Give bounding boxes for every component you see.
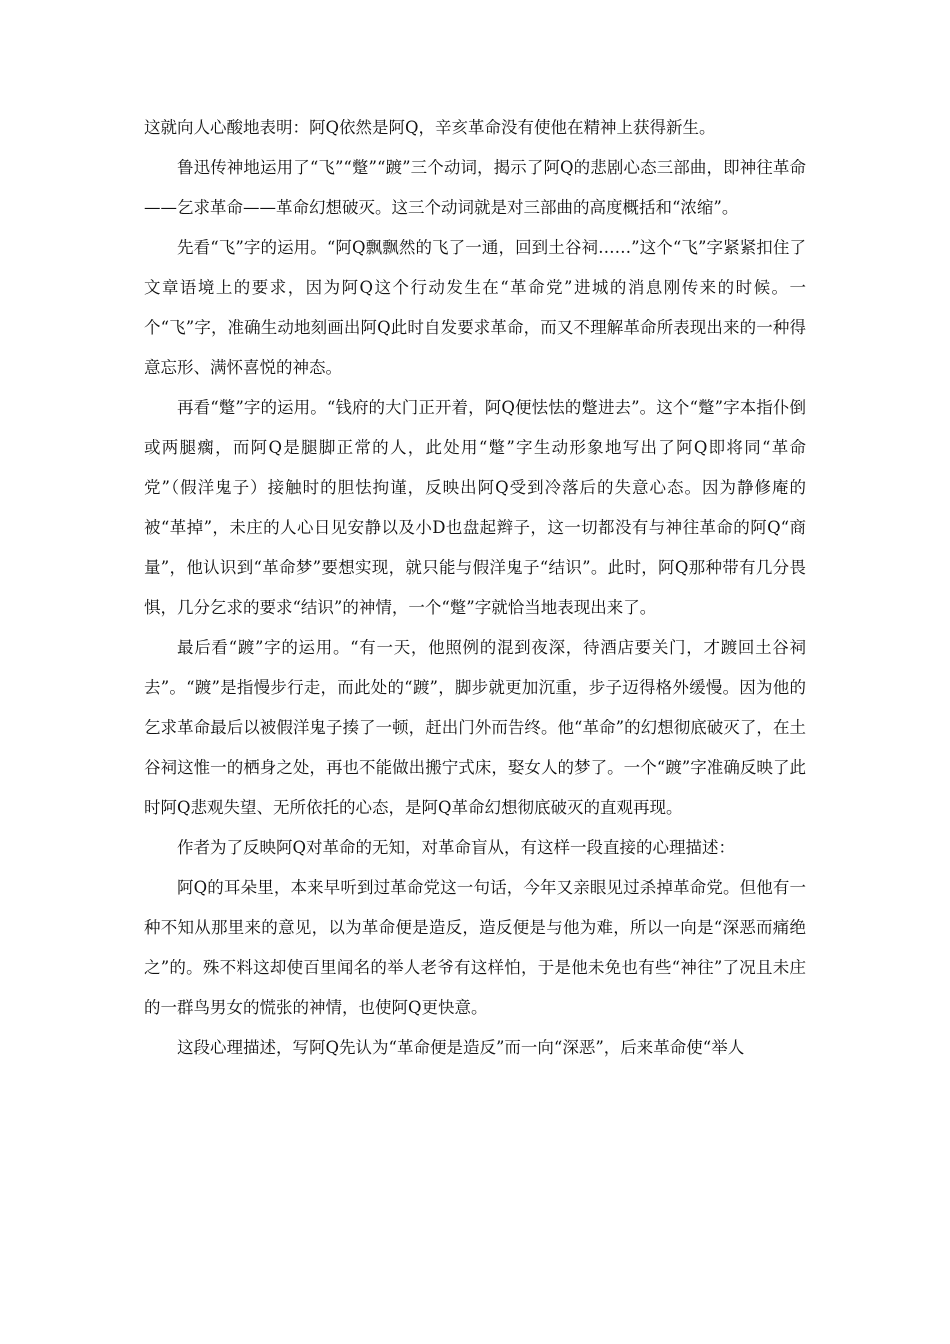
paragraph-6: 作者为了反映阿Q对革命的无知，对革命盲从，有这样一段直接的心理描述： (177, 838, 736, 857)
paragraph-3: 先看“飞”字的运用。“阿Q飘飘然的飞了一通，回到土谷祠……”这个“飞”字紧紧扣住了文章语境上的要求，因为阿Q这个行动发生在“革命党”进城的消息刚传来的时候。一个“飞”字，准确生动地刻画出阿Q此时自发要求革命，而又不理解革命所表现出来的一种得意忘形、满怀喜悦的神态。 (144, 238, 806, 377)
paragraph-5: 最后看“踱”字的运用。“有一天，他照例的混到夜深，待酒店要关门，才踱回土谷祠去”。“踱”是指慢步行走，而此处的“踱”，脚步就更加沉重，步子迈得格外缓慢。因为他的乞求革命最后以被假洋鬼子揍了一顿，赶出门外而告终。他“革命”的幻想彻底破灭了，在土谷祠这惟一的栖身之处，再也不能做出搬宁式床，娶女人的梦了。一个“踱”字准确反映了此时阿Q悲观失望、无所依托的心态，是阿Q革命幻想彻底破灭的直观再现。 (144, 638, 806, 817)
paragraph-8: 这段心理描述，写阿Q先认为“革命便是造反”而一向“深恶”，后来革命使“举人 (177, 1038, 745, 1057)
paragraph-2: 鲁迅传神地运用了“飞”“蹩”“踱”三个动词，揭示了阿Q的悲剧心态三部曲，即神往革命——乞求革命——革命幻想破灭。这三个动词就是对三部曲的高度概括和“浓缩”。 (144, 158, 806, 217)
paragraph-7: 阿Q的耳朵里，本来早听到过革命党这一句话，今年又亲眼见过杀掉革命党。但他有一种不知从那里来的意见，以为革命便是造反，造反便是与他为难，所以一向是“深恶而痛绝之”的。殊不料这却使百里闻名的举人老爷有这样怕，于是他未免也有些“神往”了况且未庄的一群鸟男女的慌张的神情，也使阿Q更快意。 (144, 878, 806, 1017)
paragraph-1: 这就向人心酸地表明：阿Q依然是阿Q，辛亥革命没有使他在精神上获得新生。 (144, 118, 716, 137)
paragraph-4: 再看“蹩”字的运用。“钱府的大门正开着，阿Q便怯怯的蹩进去”。这个“蹩”字本指仆倒或两腿瘸，而阿Q是腿脚正常的人，此处用“蹩”字生动形象地写出了阿Q即将同“革命党”（假洋鬼子）接触时的胆怯拘谨，反映出阿Q受到冷落后的失意心态。因为静修庵的被“革掉”，未庄的人心日见安静以及小D也盘起辫子，这一切都没有与神往革命的阿Q“商量”，他认识到“革命梦”要想实现，就只能与假洋鬼子“结识”。此时，阿Q那种带有几分畏惧，几分乞求的要求“结识”的神情，一个“蹩”字就恰当地表现出来了。 (144, 398, 806, 617)
document-page (144, 108, 806, 1068)
